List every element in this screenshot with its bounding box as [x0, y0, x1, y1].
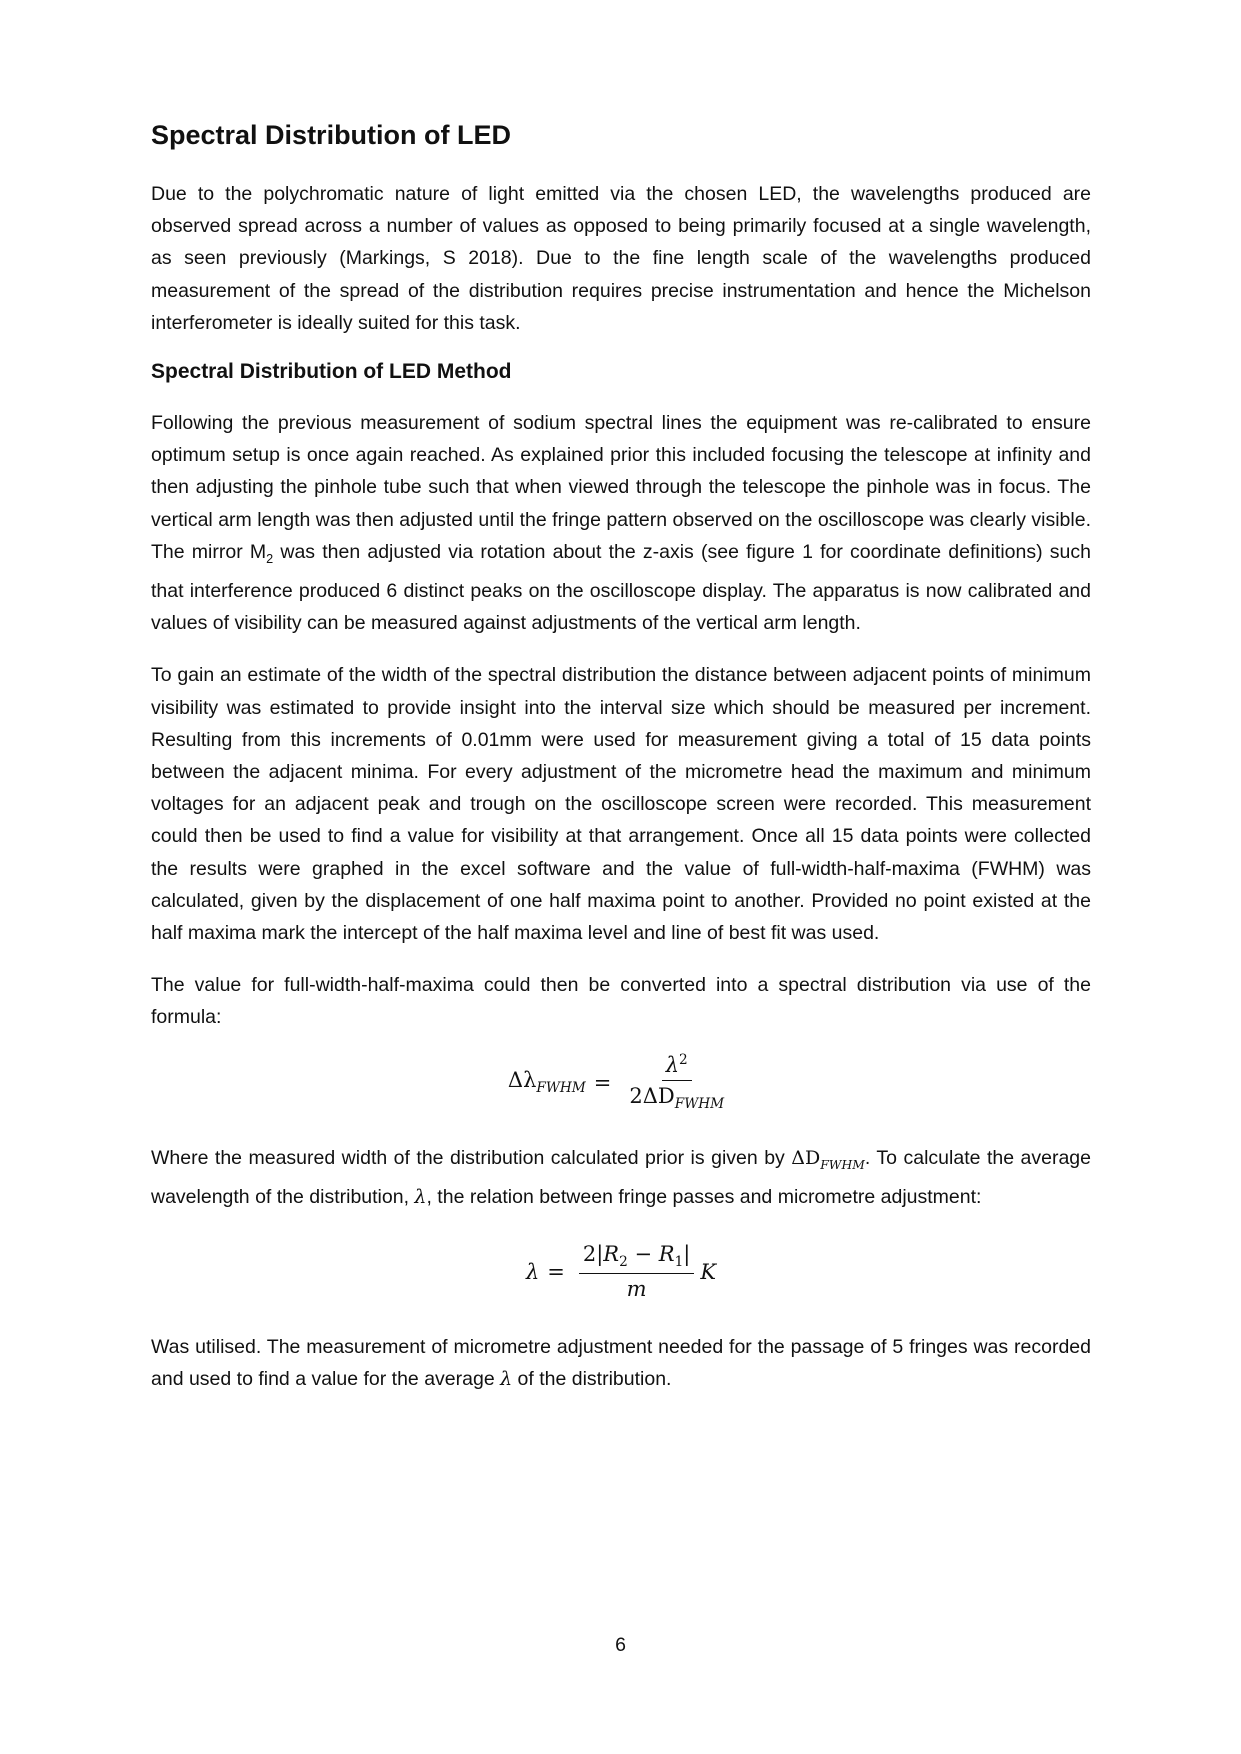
eq2-denominator: m [626, 1277, 647, 1302]
eq1-equals: = [593, 1070, 612, 1095]
method-subheading: Spectral Distribution of LED Method [151, 360, 512, 384]
eq2-numerator: $2|R_2 - R_1|$ [579, 1242, 695, 1274]
mirror-subscript: 2 [266, 551, 274, 566]
page-number: 6 [615, 1634, 626, 1656]
calibration-text-b: was then adjusted via rotation about the z-axis (see figure 1 for coordinate definitions) such that interference produced 6 distinct peaks on the oscilloscope display. The apparatus is now calibrated and values of visibility can be measured against adjustments of the vertical arm length. [151, 540, 1091, 635]
formula-intro-paragraph: The value for full-width-half-maxima could then be converted into a spectral distribution via use of the formula: [151, 974, 1091, 1029]
wavelength-equation [151, 1233, 1091, 1311]
measurement-paragraph: To gain an estimate of the width of the spectral distribution the distance between adjacent points of minimum visibility was estimated to provide insight into the interval size which should be measured per increment. Resulting from this increments of 0.01mm were used for measurement giving a total of 15 data points between the adjacent minima. For every adjustment of the micrometre head the maximum and minimum voltages for an adjacent peak and trough on the oscilloscope screen were recorded. This measurement could then be used to find a value for visibility at that arrangement. Once all 15 data points were collected the results were graphed in the excel software and the value of full-width-half-maxima (FWHM) was calculated, given by the displacement of one half maxima point to another. Provided no point existed at the half maxima mark the intercept of the half maxima level and line of best fit was used. [151, 664, 1091, 944]
fwhm-equation [151, 1044, 1091, 1122]
width-definition-paragraph: Where the measured width of the distribution calculated prior is given by $\Delta D_{FWHM}$. To calculate the average wavelength of the distribution, λ, the relation between fringe passes and micrometre adjustment: [151, 1146, 1091, 1208]
eq2-equals: = [547, 1259, 565, 1284]
page-content [151, 118, 1091, 1415]
eq1-fraction [625, 1052, 728, 1112]
calibration-paragraph [151, 407, 1091, 639]
eq1-numerator: $\lambda^2$ [662, 1052, 692, 1081]
inline-delta-d: $\Delta D_{FWHM}$ [791, 1146, 865, 1172]
conclusion-paragraph: Was utilised. The measurement of micrometre adjustment needed for the passage of 5 fringes was recorded and used to find a value for the average λ of the distribution. [151, 1335, 1091, 1390]
section-heading: Spectral Distribution of LED [151, 120, 512, 150]
eq1-lhs: $\Delta\lambda_{FWHM}$ [507, 1068, 586, 1097]
eq1-denominator: $2\Delta D_{FWHM}$ [629, 1084, 725, 1113]
intro-paragraph: Due to the polychromatic nature of light emitted via the chosen LED, the wavelengths produced are observed spread across a number of values as opposed to being primarily focused at a single wavelength, as seen previously (Markings, S 2018). Due to the fine length scale of the wavelengths produced measurement of the spread of the distribution requires precise instrumentation and hence the Michelson interferometer is ideally suited for this task. [151, 183, 1091, 334]
eq2-lhs: λ [525, 1259, 540, 1284]
calibration-text-a: Following the previous measurement of sodium spectral lines the equipment was re-calibrated to ensure optimum setup is once again reached. As explained prior this included focusing the telescope at infinity and then adjusting the pinhole tube such that when viewed through the telescope the pinhole was in focus. The vertical arm length was then adjusted until the fringe pattern observed on the oscilloscope was clearly visible. The mirror M [151, 412, 1091, 563]
eq2-fraction [579, 1242, 695, 1301]
inline-lambda: λ [414, 1185, 427, 1208]
inline-lambda-2: λ [500, 1367, 513, 1390]
eq2-factor: K [700, 1259, 717, 1284]
